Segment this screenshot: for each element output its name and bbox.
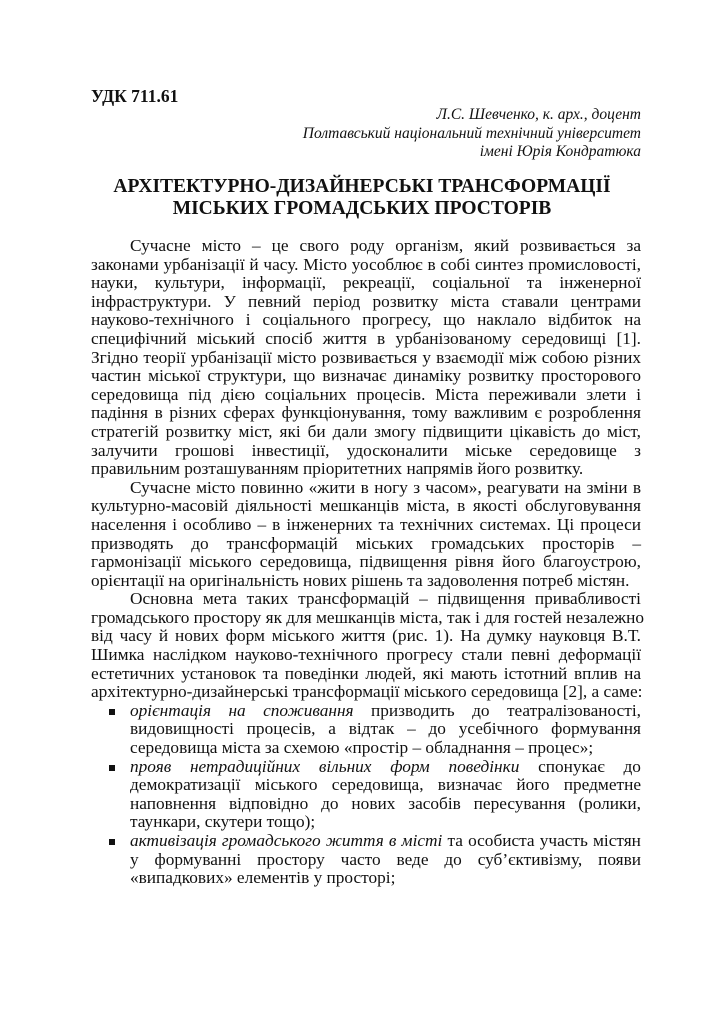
- text-line: таункари, скутери тощо);: [130, 812, 316, 832]
- emphasized-word: в: [388, 831, 397, 850]
- emphasized-word: на: [228, 700, 246, 720]
- text-line: наповнення відповідно до нових засобів пересування (ролики,: [130, 793, 641, 813]
- author-block: [303, 106, 641, 162]
- emphasized-word: нетрадиційних: [189, 756, 301, 776]
- bullet-marker-icon: [109, 765, 115, 771]
- text-line: естетичних установок та поведінки людей, які мають істотний вплив на: [91, 663, 641, 683]
- text-line: видовищності процесів, а відтак – до усебічного формування: [130, 719, 641, 739]
- text-line: архітектурно-дизайнерські трансформації міського середовища [2], а саме:: [91, 682, 643, 702]
- emphasized-word: споживання: [263, 700, 354, 720]
- word: призводить: [371, 700, 455, 720]
- text-line: науково-технічного і соціального прогресу, що наклало відбиток на: [91, 310, 641, 330]
- word: та: [447, 831, 463, 850]
- author-name: Л.С. Шевченко, к. арх., доцент: [436, 106, 641, 123]
- word: спонукає: [538, 756, 605, 776]
- text-line: громадського простору як для мешканців міста, так і для гостей незалежно: [91, 607, 644, 627]
- emphasized-word: життя: [325, 831, 384, 850]
- emphasized-word: поведінки: [448, 756, 520, 776]
- text-line: демократизації міського середовища, визначає його предметне: [130, 775, 641, 795]
- text-line: стратегій розвитку міст, які би дали змогу підвищити цікавість до міст,: [91, 421, 641, 441]
- text-line: населення і особливо – в інженерних та технічних системах. Ці процеси: [91, 514, 641, 534]
- text-line: Шимка наслідком науково-технічного прогресу стали певні деформації: [91, 645, 641, 665]
- word: містян: [592, 831, 641, 850]
- word: особиста: [468, 831, 535, 850]
- text-line: [130, 832, 641, 851]
- title-line: МІСЬКИХ ГРОМАДСЬКИХ ПРОСТОРІВ: [172, 198, 552, 219]
- emphasized-word: вільних: [318, 756, 372, 776]
- text-line: законами урбанізації й часу. Місто уособлює в собі синтез промисловості,: [91, 254, 641, 274]
- bullet-item: [91, 758, 641, 832]
- text-line: інфраструктури. У певний період розвитку міста ставали центрами: [91, 291, 641, 311]
- word: до: [623, 756, 641, 776]
- title-line: АРХІТЕКТУРНО-ДИЗАЙНЕРСЬКІ ТРАНСФОРМАЦІЇ: [113, 176, 611, 197]
- text-line: частин міської структури, що визначає динаміку розвитку просторового: [91, 366, 641, 386]
- text-line: залучити грошові інвестиції, удосконалити міське середовище з: [91, 440, 641, 460]
- emphasized-word: орієнтація: [130, 700, 211, 720]
- paragraph: [91, 479, 641, 591]
- text-line: специфічний міський спосіб життя в урбанізованому середовищі [1].: [91, 328, 641, 348]
- article-title: [60, 176, 664, 220]
- word: до: [472, 700, 490, 720]
- bullet-item: [91, 832, 641, 888]
- udk-code: УДК 711.61: [91, 86, 179, 106]
- text-line: науки, культури, інформації, рекреації, соціальної та інженерної: [91, 273, 641, 293]
- text-line: Основна мета таких трансформацій – підвищення привабливості: [130, 589, 641, 609]
- article-body: [91, 236, 644, 888]
- text-line: «випадкових» елементів у просторі;: [130, 868, 396, 888]
- author-organization: Полтавський національний технічний університет: [302, 124, 641, 142]
- paragraph: [91, 589, 644, 702]
- text-line: Згідно теорії урбанізації місто розвивається у взаємодії між собою різних: [91, 347, 641, 367]
- text-line: культурно-масовій діяльності мешканців міста, в якості обслуговування: [91, 496, 641, 516]
- bullet-item: [91, 702, 641, 758]
- text-line: від часу й нових форм міського життя (рис. 1). На думку науковця В.Т.: [91, 626, 641, 646]
- emphasized-word: громадського: [221, 831, 321, 850]
- emphasized-word: форм: [390, 756, 430, 776]
- text-line: середовища під дією соціальних процесів. Міста переживали злети і: [91, 384, 641, 404]
- word: театралізованості,: [507, 700, 641, 720]
- text-line: [130, 758, 641, 777]
- bullet-marker-icon: [109, 709, 115, 715]
- author-organization-name: імені Юрія Кондратюка: [479, 143, 641, 160]
- bullet-marker-icon: [109, 839, 115, 845]
- emphasized-word: активізація: [130, 831, 217, 850]
- word: участь: [539, 831, 588, 850]
- text-line: Сучасне місто повинно «жити в ногу з часом», реагувати на зміни в: [130, 477, 641, 497]
- text-line: середовища міста за схемою «простір – обладнання – процес»;: [130, 738, 594, 758]
- text-line: гармонізації міського середовища, підвищення рівня його благоустрою,: [91, 552, 641, 572]
- text-line: Сучасне місто – це свого роду організм, який розвивається за: [130, 236, 641, 255]
- emphasized-word: прояв: [130, 756, 172, 776]
- text-line: у формуванні простору часто веде до суб’єктивізму, появи: [130, 849, 641, 869]
- paragraph: [91, 237, 641, 479]
- text-line: правильним розташуванням пріоритетних напрямів його розвитку.: [91, 459, 584, 479]
- text-line: призводять до трансформацій міських громадських просторів –: [91, 533, 641, 553]
- emphasized-word: місті: [401, 831, 443, 850]
- text-line: орієнтації на оригінальність нових рішень та задоволення потреб містян.: [91, 570, 630, 590]
- text-line: [130, 702, 641, 721]
- text-line: падіння в різних сферах функціонування, тому важливим є розроблення: [91, 403, 641, 423]
